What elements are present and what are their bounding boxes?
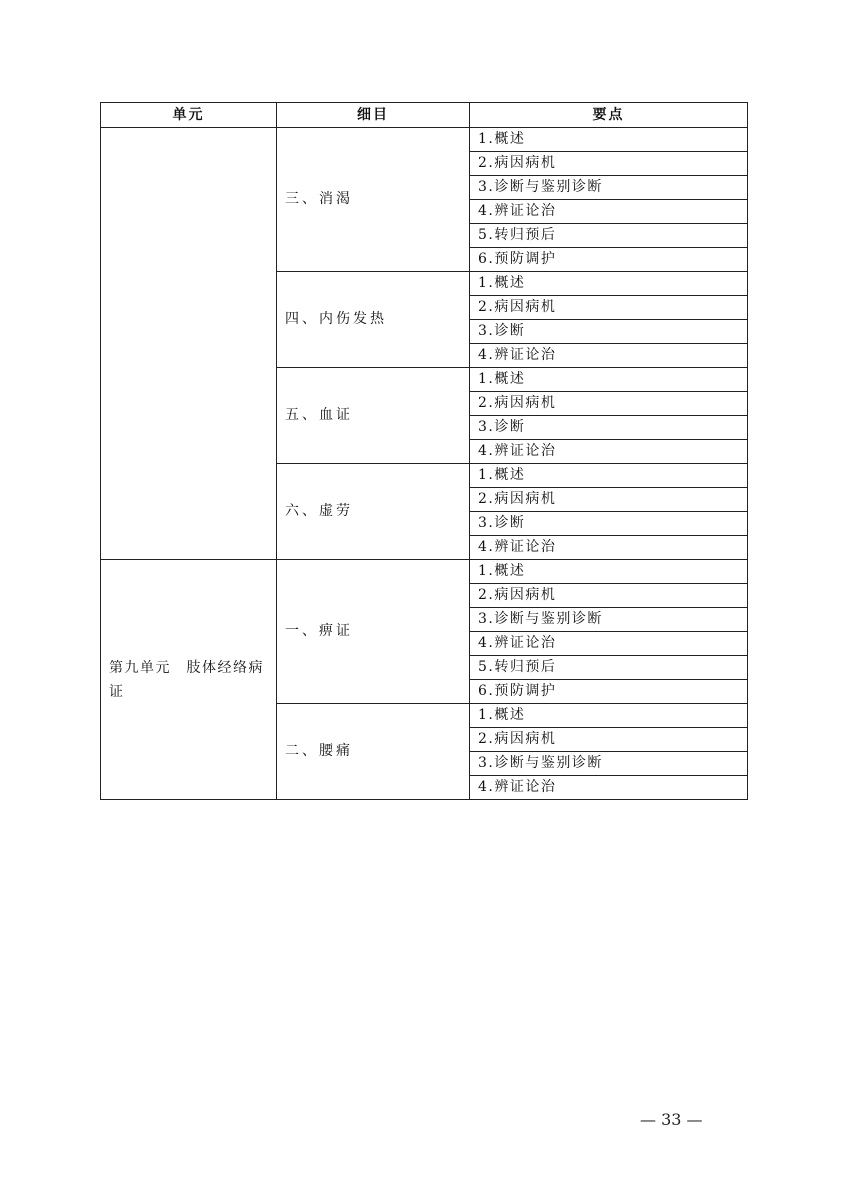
- header-unit: 单元: [101, 103, 277, 128]
- header-points: 要点: [470, 103, 748, 128]
- item-cell: 六、虚劳: [277, 464, 470, 560]
- syllabus-table: [100, 102, 748, 800]
- table-row: [101, 128, 748, 152]
- point-cell: 1.概述: [470, 272, 748, 296]
- point-cell: 6.预防调护: [470, 680, 748, 704]
- point-cell: 1.概述: [470, 128, 748, 152]
- point-cell: 2.病因病机: [470, 488, 748, 512]
- point-cell: 1.概述: [470, 368, 748, 392]
- point-cell: 1.概述: [470, 560, 748, 584]
- item-cell: 一、痹证: [277, 560, 470, 704]
- point-cell: 1.概述: [470, 464, 748, 488]
- point-cell: 4.辨证论治: [470, 536, 748, 560]
- point-cell: 3.诊断与鉴别诊断: [470, 752, 748, 776]
- item-cell: 二、腰痛: [277, 704, 470, 800]
- point-cell: 2.病因病机: [470, 584, 748, 608]
- unit-cell: [101, 128, 277, 560]
- table-row: [101, 560, 748, 584]
- page-number: — 33 —: [640, 1110, 703, 1129]
- point-cell: 2.病因病机: [470, 728, 748, 752]
- header-item: 细目: [277, 103, 470, 128]
- point-cell: 3.诊断: [470, 320, 748, 344]
- point-cell: 6.预防调护: [470, 248, 748, 272]
- point-cell: 2.病因病机: [470, 152, 748, 176]
- point-cell: 4.辨证论治: [470, 776, 748, 800]
- point-cell: 2.病因病机: [470, 296, 748, 320]
- point-cell: 2.病因病机: [470, 392, 748, 416]
- table-body: [101, 128, 748, 800]
- point-cell: 3.诊断与鉴别诊断: [470, 608, 748, 632]
- point-cell: 5.转归预后: [470, 224, 748, 248]
- point-cell: 4.辨证论治: [470, 440, 748, 464]
- point-cell: 4.辨证论治: [470, 200, 748, 224]
- item-cell: 四、内伤发热: [277, 272, 470, 368]
- unit-cell: 第九单元 肢体经络病证: [101, 560, 277, 800]
- item-cell: 五、血证: [277, 368, 470, 464]
- point-cell: 4.辨证论治: [470, 632, 748, 656]
- header-row: [101, 103, 748, 128]
- point-cell: 5.转归预后: [470, 656, 748, 680]
- point-cell: 3.诊断: [470, 512, 748, 536]
- point-cell: 3.诊断与鉴别诊断: [470, 176, 748, 200]
- item-cell: 三、消渴: [277, 128, 470, 272]
- point-cell: 1.概述: [470, 704, 748, 728]
- point-cell: 3.诊断: [470, 416, 748, 440]
- point-cell: 4.辨证论治: [470, 344, 748, 368]
